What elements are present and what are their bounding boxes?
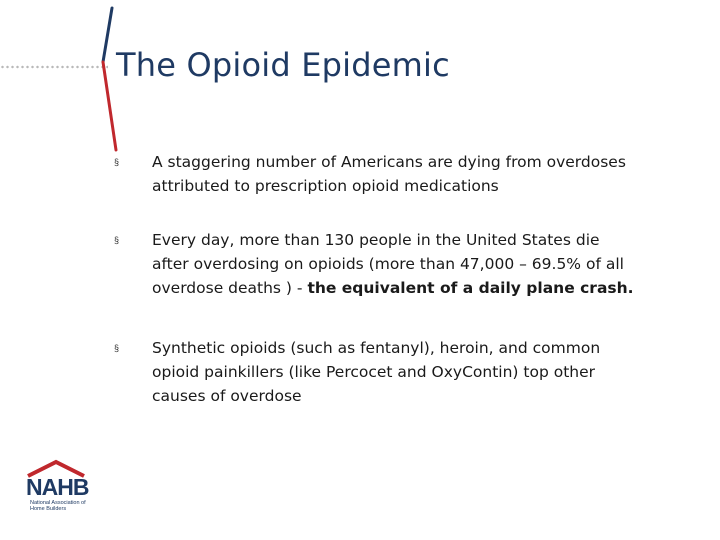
logo-name: National Association of Home Builders <box>30 500 86 512</box>
bullet-marker: § <box>114 157 120 167</box>
logo-acronym: NAHB <box>26 474 89 500</box>
bullet-text: Every day, more than 130 people in the United States die after overdosing on opioids (more than 47,000 – 69.5% of all overdose deaths ) - the equivalent of a daily plane crash. <box>152 231 634 297</box>
bullet-emphasis: the equivalent of a daily plane crash. <box>307 279 634 297</box>
bullet-text: Synthetic opioids (such as fentanyl), heroin, and common opioid painkillers (like Percocet and OxyContin) top other causes of overdose <box>152 339 601 405</box>
accent-slash-line <box>0 0 130 160</box>
bullet-marker: § <box>114 235 120 245</box>
slide-title: The Opioid Epidemic <box>116 46 450 84</box>
list-item <box>114 336 634 408</box>
bullet-text: A staggering number of Americans are dying from overdoses attributed to prescription opioid medications <box>152 153 626 195</box>
list-item <box>114 150 634 198</box>
bullet-marker: § <box>114 343 120 353</box>
list-item <box>114 228 634 300</box>
bullet-list <box>114 150 634 438</box>
